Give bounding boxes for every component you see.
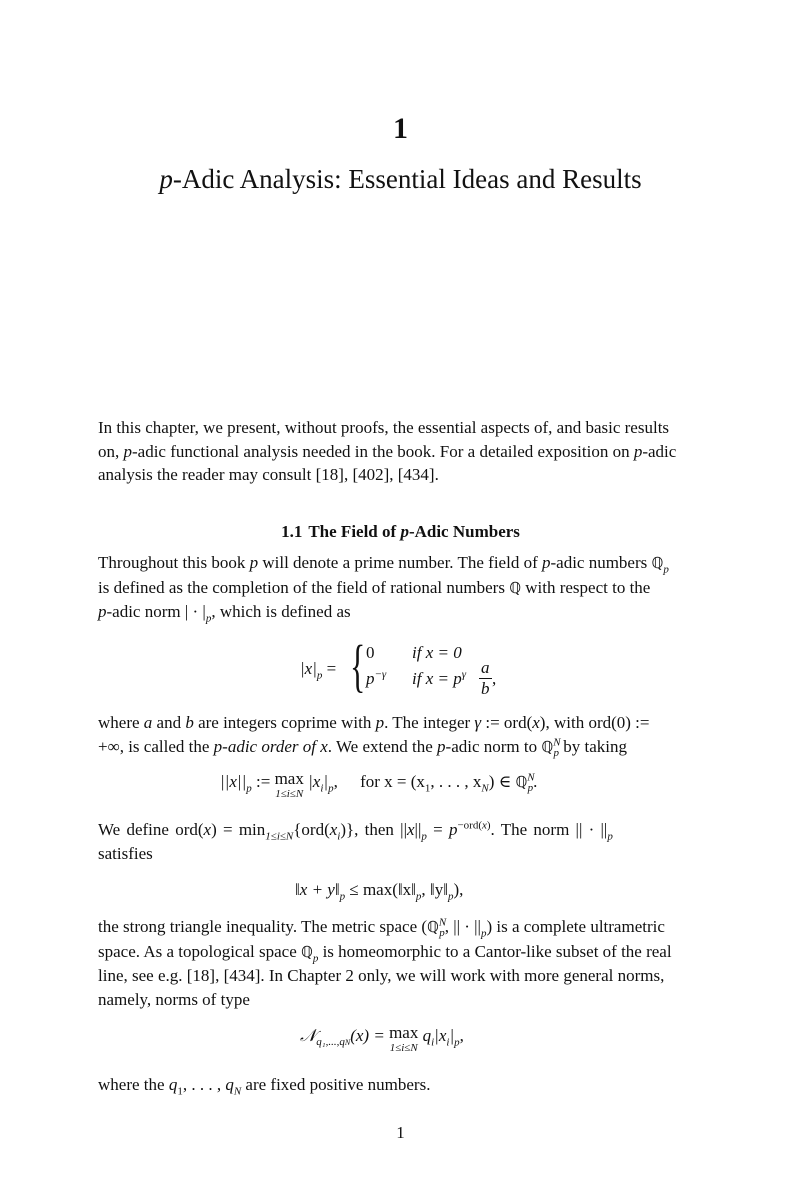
page-number: 1 xyxy=(396,1123,405,1142)
strong-triangle-inequality: ‖x + $y‖_p$ ≤ $\max(‖x‖_p$, $‖y‖_p$), xyxy=(295,880,464,903)
p-adic-norm-definition: $|x|_p$ = { 0 if x = 0 $p^{-\gamma}$ if $x = p^\gamma$ $\frac{a}{b}$ , xyxy=(300,633,497,698)
intro-paragraph: In this chapter, we present, without proofs, the essential aspects of, and basic results on, p-adic functional analysis needed in the book. For a detailed exposition on p-adic analysis the reader may consult [18], [402], [434]. xyxy=(98,418,677,484)
chapter-number: 1 xyxy=(393,112,408,145)
paragraph-metric-space: the strong triangle inequality. The metric space (ℚ$^N_p$, || · $||_p$) is a complete ultrametric space. As a topological space ℚ$_p$ is homeomorphic to a Cantor-like subset of the real line, see e.g. [18], [434]. In Chapter 2 only, we will work with more general norms, namely, norms of type xyxy=(98,916,672,1009)
chapter-title: p-Adic Analysis: Essential Ideas and Results xyxy=(159,164,642,194)
paragraph-fixed-numbers: where the $q_1$, . . . , $q_N$ are fixed positive numbers. xyxy=(98,1075,431,1098)
vector-norm-equation: $||x||_p$ := max 1≤i≤N $|x_i|_p$, for $x = (x_1$, . . . , $x_N$) ∈ ℚ$^N_p$. xyxy=(220,769,538,800)
section-heading: 1.1 The Field of p-Adic Numbers xyxy=(281,522,520,541)
paragraph-ord-vector: We define $ord(x) = \min_{1\le i\le N}\{ord(x_i)\}$, then $||x||_p = p^{-ord(x)}$. The norm || · $||_p$ satisfies xyxy=(98,819,613,863)
general-norm-equation: 𝒩$_{q_1,...,qN}$(x) = max 1≤i≤N $q_i|x_i|_p$, xyxy=(300,1023,464,1054)
paragraph-order: where a and b are integers coprime with p. The integer γ := ord(x), with ord(0) := +∞, is called the p-adic order of x. We extend the p-adic norm to ℚ$^N_p$ by taking xyxy=(98,713,650,759)
paragraph-prime-definition: Throughout this book p will denote a prime number. The field of p-adic numbers ℚ$_p$ is defined as the completion of the field of rational numbers ℚ with respect to the p-adic norm | · $|_p$, which is defined as xyxy=(98,553,669,625)
